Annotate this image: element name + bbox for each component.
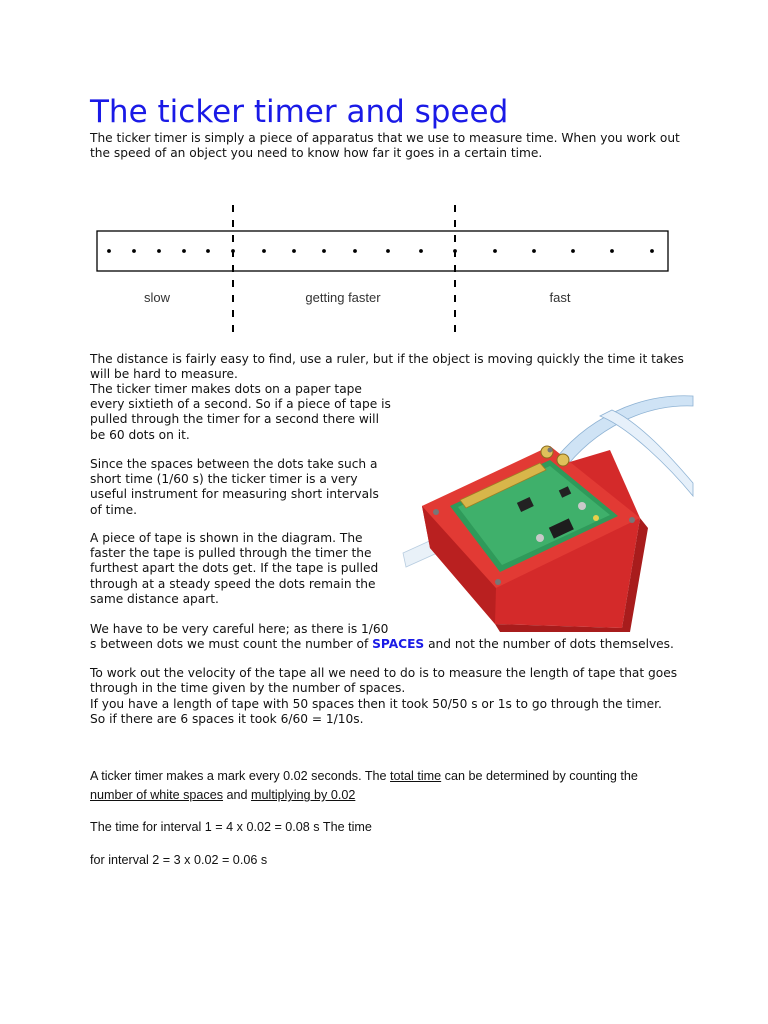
interval-1-line: The time for interval 1 = 4 x 0.02 = 0.08 s The time xyxy=(90,820,372,834)
careful-line-2 xyxy=(90,637,674,652)
dot xyxy=(206,249,210,253)
total-time-term: total time xyxy=(390,769,442,783)
label-fast: fast xyxy=(549,290,571,305)
velocity-line-4: So if there are 6 spaces it took 6/60 = 1/10s. xyxy=(90,712,364,726)
dot xyxy=(231,249,235,253)
dot xyxy=(182,249,186,253)
label-slow: slow xyxy=(143,290,171,305)
velocity-line-1: To work out the velocity of the tape all we need to do is to measure the length of tape that goes xyxy=(90,666,678,680)
ticker-tape-diagram xyxy=(90,200,680,345)
spaces-emphasis: SPACES xyxy=(372,637,425,651)
dot xyxy=(419,249,423,253)
dot xyxy=(262,249,266,253)
left-paragraph-3: A piece of tape is shown in the diagram. The faster the tape is pulled through the timer the furthest apart the dots get. If the tape is pulled through at a steady speed the dots remain the same distance apart. xyxy=(90,531,379,606)
velocity-line-2: through in the time given by the number of spaces. xyxy=(90,681,406,695)
example-and: and xyxy=(223,788,252,802)
interval-2-line: for interval 2 = 3 x 0.02 = 0.06 s xyxy=(90,853,268,867)
label-getting-faster: getting faster xyxy=(305,290,381,305)
dot xyxy=(157,249,161,253)
dot xyxy=(532,249,536,253)
dot xyxy=(571,249,575,253)
velocity-line-3: If you have a length of tape with 50 spaces then it took 50/50 s or 1s to go through the timer. xyxy=(90,697,662,711)
careful-line-1: We have to be very careful here; as there is 1/60 xyxy=(90,622,389,636)
example-line-1 xyxy=(90,767,638,785)
example-text-a: A ticker timer makes a mark every 0.02 seconds. The xyxy=(90,769,391,783)
white-spaces-term: number of white spaces xyxy=(90,788,224,802)
example-text-b: can be determined by counting the xyxy=(441,769,638,783)
left-paragraph-2: Since the spaces between the dots take such a short time (1/60 s) the ticker timer is a very useful instrument for measuring short intervals of time. xyxy=(90,457,379,517)
dot xyxy=(322,249,326,253)
left-paragraph-1: The ticker timer makes dots on a paper tape every sixtieth of a second. So if a piece of tape is pulled through the timer for a second there will be 60 dots on it. xyxy=(90,382,391,442)
dot xyxy=(107,249,111,253)
example-line-2 xyxy=(90,786,355,804)
dot xyxy=(292,249,296,253)
intro-paragraph: The ticker timer is simply a piece of apparatus that we use to measure time. When you work out the speed of an object you need to know how far it goes in a certain time. xyxy=(90,131,680,161)
distance-paragraph: The distance is fairly easy to find, use a ruler, but if the object is moving quickly the time it takes will be hard to measure. xyxy=(90,352,684,382)
dot xyxy=(353,249,357,253)
dot xyxy=(386,249,390,253)
dot xyxy=(453,249,457,253)
dot xyxy=(610,249,614,253)
dot xyxy=(132,249,136,253)
multiplying-term: multiplying by 0.02 xyxy=(251,788,356,802)
careful-text-after: and not the number of dots themselves. xyxy=(424,637,674,651)
dot xyxy=(493,249,497,253)
dot xyxy=(650,249,654,253)
page-title: The ticker timer and speed xyxy=(90,94,509,130)
careful-text-before: s between dots we must count the number of xyxy=(90,637,373,651)
ticker-timer-photo xyxy=(400,388,695,638)
